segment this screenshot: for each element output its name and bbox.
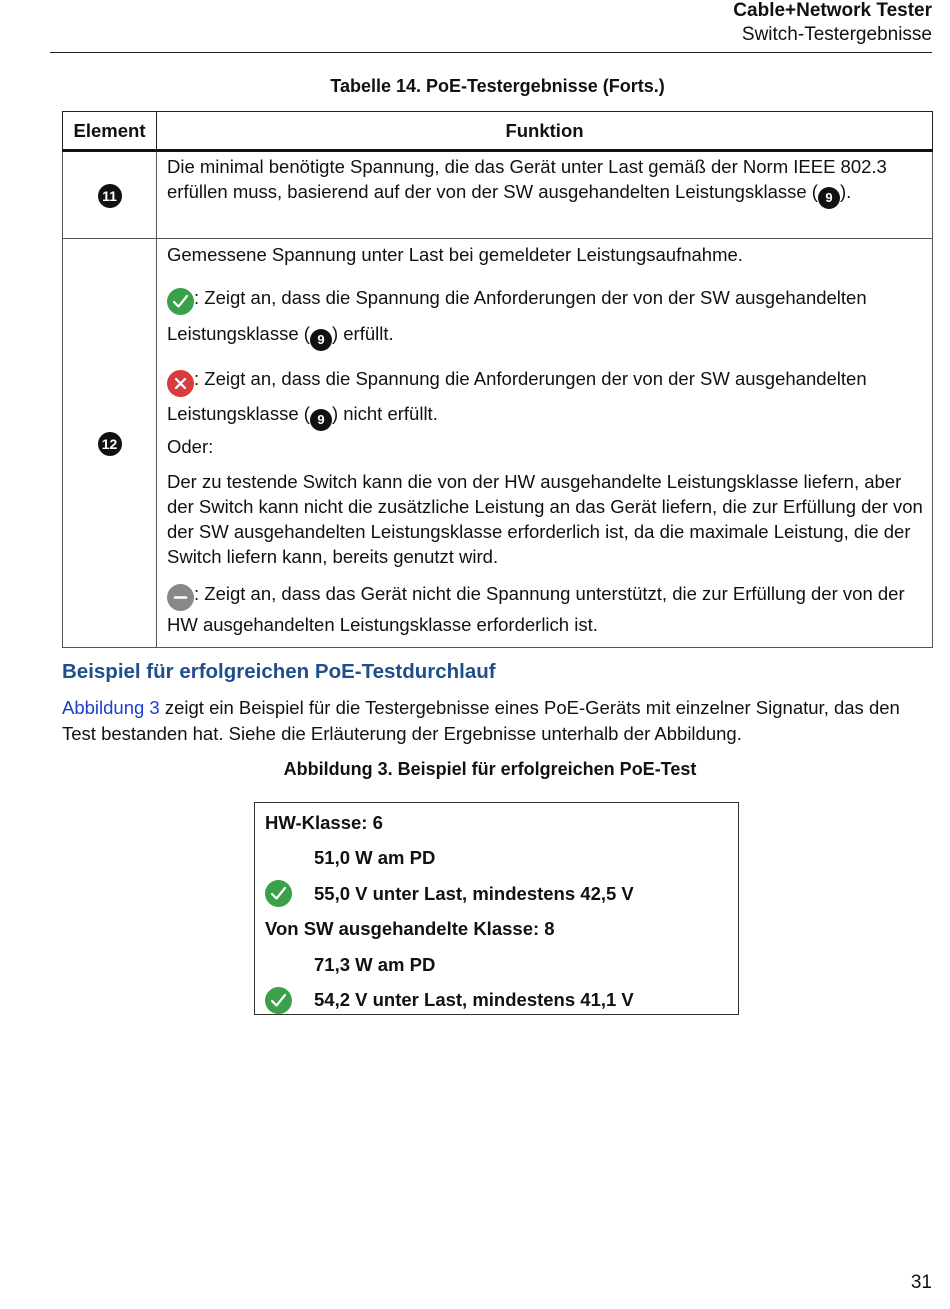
page-number: 31 [910, 1272, 932, 1293]
list-item [265, 947, 728, 983]
row12-intro: Gemessene Spannung unter Last bei gemeldeter Leistungsaufnahme. [167, 244, 743, 265]
row11-text: Die minimal benötigte Spannung, die das Gerät unter Last gemäß der Norm IEEE 802.3 erfüllen muss, basierend auf der von der SW ausgehandelten Leistungsklasse ( 9 ). [167, 154, 924, 209]
list-item [265, 805, 728, 841]
figure-caption: Abbildung 3. Beispiel für erfolgreichen PoE-Test [283, 759, 697, 779]
function-cell [157, 239, 933, 648]
minus-circle-icon [167, 584, 194, 611]
header-divider [50, 52, 932, 53]
switch-explanation: Der zu testende Switch kann die von der HW ausgehandelte Leistungsklasse liefern, aber der Switch kann nicht die zusätzliche Leistung an das Gerät liefern, die zur Erfüllung der von der SW ausgehandelten Leistungsklasse erforderlich ist, da die maximale Leistung, die der Switch liefern kann, bereits genutzt wird. [167, 471, 923, 567]
hw-voltage-value: 55,0 V unter Last, mindestens 42,5 V [314, 882, 634, 904]
hw-class-label: HW-Klasse: 6 [265, 811, 383, 833]
list-item [265, 912, 728, 948]
fail-description: : Zeigt an, dass die Spannung die Anforderungen der von der SW ausgehandelten Leistungsklasse ( 9 ) nicht erfüllt. [167, 362, 924, 431]
list-item [265, 983, 728, 1019]
pass-description: : Zeigt an, dass die Spannung die Anforderungen der von der SW ausgehandelten Leistungsklasse ( 9 ) erfüllt. [167, 280, 924, 352]
poe-test-result-figure [254, 802, 739, 1015]
reference-badge: 9 [310, 329, 332, 351]
section-name: Switch-Testergebnisse [741, 24, 932, 45]
reference-badge: 9 [818, 187, 840, 209]
element-cell [63, 239, 157, 648]
product-name: Cable+Network Tester [733, 0, 932, 21]
check-circle-icon [265, 987, 292, 1014]
table-caption: Tabelle 14. PoE-Testergebnisse (Forts.) [330, 76, 665, 96]
column-header-element: Element [63, 112, 157, 151]
page-header [733, 0, 932, 47]
neutral-description: : Zeigt an, dass das Gerät nicht die Spannung unterstützt, die zur Erfüllung der von der HW ausgehandelten Leistungsklasse erforderlich ist. [167, 583, 905, 635]
column-header-funktion: Funktion [157, 112, 933, 151]
check-circle-icon [265, 880, 292, 907]
section-heading: Beispiel für erfolgreichen PoE-Testdurchlauf [62, 660, 496, 683]
element-number-badge: 12 [98, 432, 122, 456]
sw-class-label: Von SW ausgehandelte Klasse: 8 [265, 918, 555, 940]
function-cell [157, 151, 933, 239]
reference-badge: 9 [310, 409, 332, 431]
body-paragraph: Abbildung 3 zeigt ein Beispiel für die Testergebnisse eines PoE-Geräts mit einzelner Signatur, das den Test bestanden hat. Siehe die Erläuterung der Ergebnisse unterhalb der Abbildung. [62, 697, 900, 744]
list-item [265, 841, 728, 877]
sw-voltage-value: 54,2 V unter Last, mindestens 41,1 V [314, 989, 634, 1011]
hw-power-value: 51,0 W am PD [314, 847, 436, 869]
element-number-badge: 11 [98, 184, 122, 208]
poe-results-table [62, 111, 933, 648]
table-row [63, 239, 933, 648]
or-label: Oder: [167, 436, 214, 457]
table-row [63, 151, 933, 239]
list-item [265, 876, 728, 912]
figure-link[interactable]: Abbildung 3 [62, 697, 160, 718]
element-cell [63, 151, 157, 239]
check-circle-icon [167, 288, 194, 315]
x-circle-icon [167, 370, 194, 397]
sw-power-value: 71,3 W am PD [314, 953, 436, 975]
table-header-row [63, 112, 933, 151]
